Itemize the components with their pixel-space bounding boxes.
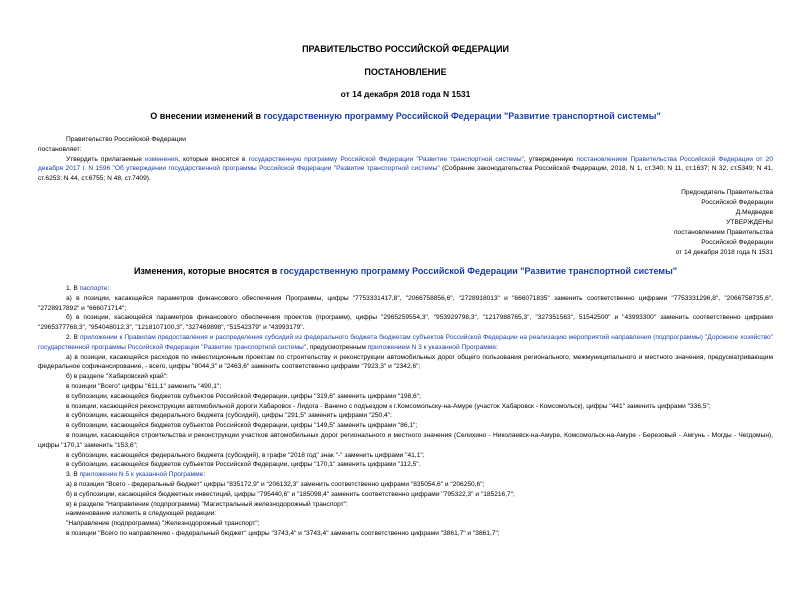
section-3 [38, 470, 773, 480]
section-3c-item-2: "Направление (подпрограмма) "Железнодорожный транспорт"; [66, 520, 260, 528]
section-3c-item-1: наименование изложить в следующей редакции: [66, 510, 217, 518]
section-2b-item-5: в субпозиции, касающейся бюджетов субъектов Российской Федерации, цифры "149,5" заменить цифрами "86,1"; [66, 422, 418, 430]
approval-line-3: Российской Федерации [701, 238, 773, 246]
title-program-link[interactable]: государственную программу Российской Федерации "Развитие транспортной системы" [263, 111, 661, 121]
changes-title-text: Изменения, которые вносятся в [133, 265, 280, 276]
section-2b-item-8: в субпозиции, касающейся бюджетов субъектов Российской Федерации, цифры "170,1" заменить цифрами "112,5". [66, 461, 421, 469]
p1-text-b: , которые вносятся в [178, 155, 249, 163]
section-3b: б) в субпозиции, касающейся бюджетных инвестиций, цифры "795440,6" и "185098,4" заменить соответственно цифрами "795322,3" и "185216,7"; [66, 490, 515, 498]
title-text: О внесении изменений в [150, 111, 264, 121]
section-3a: а) в позиции "Всего - федеральный бюджет" цифры "835172,9" и "206132,3" заменить соответственно цифрами "835054,6" и "206250,6"; [66, 480, 485, 488]
p1-text-d: (Собрание законодательства Российской Федерации, 2018, N 1, ст.340; N 11, ст.1637; N 32, ст.5349; N 41, ст.6253; N 44, ст.6755; N 48, ст.7409). [38, 165, 773, 183]
section-2b-item-4: в субпозиции, касающейся федерального бюджета (субсидий), цифры "291,5" заменить цифрами "250,4"; [66, 412, 392, 420]
section-2b: б) в разделе "Хабаровский край": [66, 373, 168, 381]
document-page [0, 44, 807, 615]
s1-post: : [107, 284, 110, 292]
section-2 [38, 333, 773, 353]
preamble-line1: Правительство Российской Федерации [66, 136, 186, 143]
government-heading: ПРАВИТЕЛЬСТВО РОССИЙСКОЙ ФЕДЕРАЦИИ [302, 44, 509, 54]
changes-title [38, 266, 773, 276]
section-2b-item-1: в позиции "Всего" цифры "611,1" заменить "490,1"; [66, 382, 222, 390]
section-2b-item-7: в субпозиции, касающейся федерального бюджета (субсидий), в графе "2018 год" знак "-" заменить цифрами "41,1"; [66, 451, 425, 459]
preamble-line2: постановляет: [38, 145, 82, 153]
signature-line-1: Председатель Правительства [681, 188, 773, 196]
section-2b-item-2: в субпозиции, касающейся бюджетов субъектов Российской Федерации, цифры "319,6" заменить цифрами "198,6"; [66, 392, 421, 400]
section-1a: а) в позиции, касающейся параметров финансового обеспечения Программы, цифры "7753331417,8", "2066758856,6", "2728918013" и "666071835" заменить соответственно цифрами "7753331296,8", "2066758735,6", "2728917892" и "666071714"; [38, 294, 773, 312]
date-number: от 14 декабря 2018 года N 1531 [340, 89, 471, 99]
section-2b-item-3: в позиции, касающейся реконструкции автомобильной дороги Хабаровск - Лидога - Ванино с подъездом к г.Комсомольску-на-Амуре (участок Хабаровск - Комсомольск), цифры "441" заменить цифрами "336,5"; [66, 402, 711, 410]
changes-title-link[interactable]: государственную программу Российской Федерации "Развитие транспортной системы" [279, 265, 678, 276]
section-3c-item-3: в позиции "Всего по направлению - федеральный бюджет" цифры "3743,4" и "3743,4" заменить соответственно цифрами "3861,7" и "3861,7"; [66, 529, 500, 537]
s2-mid: , предусмотренным [306, 343, 368, 351]
signature-line-2: Российской Федерации [701, 198, 773, 206]
p1-text-a: Утвердить прилагаемые [66, 155, 146, 163]
signature-line-3: Д.Медведев [735, 208, 773, 216]
section-1b: б) в позиции, касающейся параметров финансового обеспечения проектов (программ), цифры "2965259554,3", "953929798,3", "1217988765,3", "327351563", 51542500" и "43993300" заменить соответственно цифрами "2965377768,3", "954048012,3", "1218107100,3", "327469898", "51542379" и "43993179". [38, 314, 773, 332]
p1-text-c: , утвержденную [523, 155, 577, 163]
appendix-3-link[interactable]: приложением N 3 к указанной Программе [367, 343, 497, 351]
doc-type-heading: ПОСТАНОВЛЕНИЕ [364, 67, 447, 77]
approval-line-2: постановлением Правительства [673, 228, 773, 236]
section-3c: в) в разделе "Направление (подпрограмма) "Магистральный железнодорожный транспорт": [66, 500, 348, 508]
rules-appendix-link[interactable]: приложении к Правилам предоставления и распределения субсидий из федерального бюджета бюджетам субъектов Российской Федерации на реализацию мероприятий направления (подпрограммы) "Дорожное хозяйство" государственной программы Российской Федерации "Развитие транспортной системы" [38, 333, 774, 351]
s2-post: : [496, 343, 498, 351]
passport-link[interactable]: паспорте [79, 284, 108, 292]
signature-block [38, 188, 773, 258]
s3-post: : [203, 471, 206, 479]
section-1 [38, 284, 773, 294]
s2-pre: 2. В [66, 333, 80, 341]
approval-line-4: от 14 декабря 2018 года N 1531 [675, 248, 773, 256]
s3-pre: 3. В [66, 471, 80, 479]
section-2b-item-6: в позиции, касающейся строительства и реконструкции участков автомобильных дорог регионального и местного значения (Селихино - Николаевск-на-Амуре, Комсомольск-на-Амуре - Березовый - Амгунь - Могды - Чегдомын), цифры "170,1" заменить "153,6"; [38, 431, 773, 449]
resolution-link[interactable]: постановлением Правительства Российской Федерации от 20 декабря 2017 г. N 1596 "Об утверждении государственной программы Российской Федерации "Развитие транспортной системы" [38, 155, 774, 173]
appendix-5-link[interactable]: приложении N 5 к указанной Программе [79, 471, 204, 479]
s1-pre: 1. В [66, 284, 80, 292]
section-2a: а) в позиции, касающейся расходов по инвестиционным проектам по строительству и реконструкции автомобильных дорог общего пользования регионального, межмуниципального и местного значения, предусматривающим федеральное софинансирование, - всего, цифры "8044,3" и "2463,6" заменить соответственно цифрами "7923,3" и "2342,6"; [38, 353, 773, 371]
approval-line-1: УТВЕРЖДЕНЫ [726, 218, 773, 226]
preamble-paragraph [38, 155, 773, 184]
decree-title [38, 111, 773, 121]
changes-link[interactable]: изменения [145, 155, 179, 163]
program-link[interactable]: государственную программу Российской Федерации "Развитие транспортной системы" [248, 155, 524, 163]
